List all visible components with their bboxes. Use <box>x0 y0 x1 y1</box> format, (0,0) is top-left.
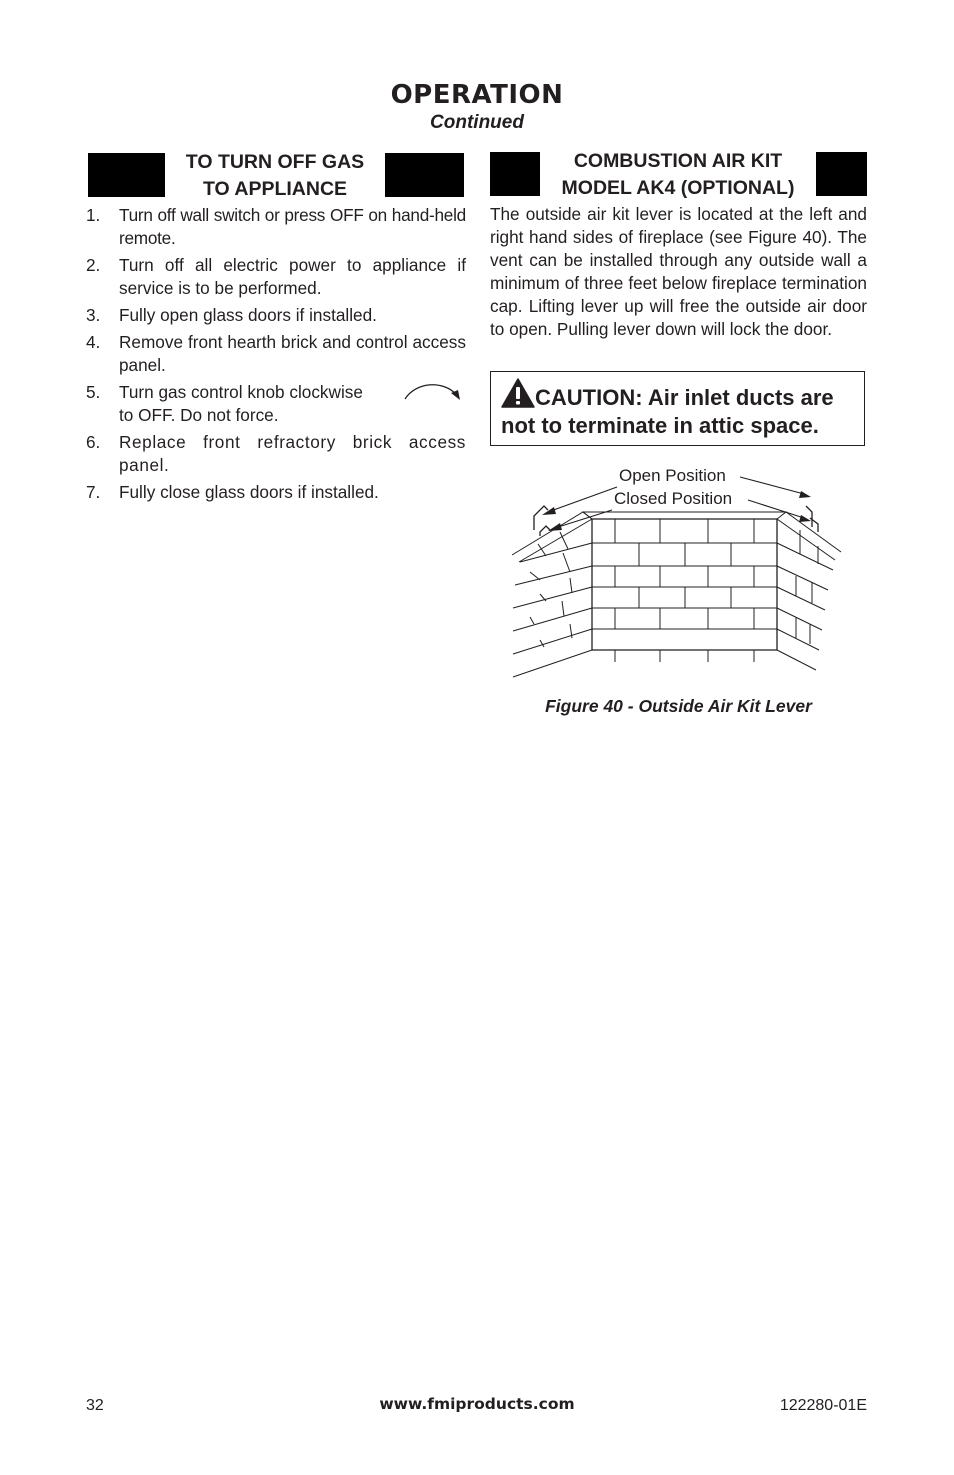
header-bar-right <box>385 153 464 197</box>
step-item <box>86 381 466 427</box>
step-text: Replace front refractory brick access panel. <box>119 432 466 475</box>
air-kit-description: The outside air kit lever is located at the left and right hand sides of fireplace (see Figure 40). The vent can be installed through any outside wall a minimum of three feet below fireplace termination cap. Lifting lever up will free the outside air door to open. Pulling lever down will lock the door. <box>490 204 867 339</box>
step-text: Turn off wall switch or press OFF on hand-held remote. <box>119 205 466 248</box>
step-text-line-2: to OFF. Do not force. <box>119 405 279 425</box>
step-number: 3. <box>86 305 101 325</box>
step-text: Fully open glass doors if installed. <box>119 305 377 325</box>
heading-line-1: TO TURN OFF GAS <box>185 151 365 173</box>
closed-position-label: Closed Position <box>614 489 733 508</box>
step-text: Remove front hearth brick and control access panel. <box>119 332 466 375</box>
page-subtitle: Continued <box>430 112 524 133</box>
page-number: 32 <box>86 1397 104 1414</box>
document-number: 122280-01E <box>779 1397 867 1414</box>
step-item <box>86 304 466 327</box>
combustion-air-kit-header <box>489 150 867 199</box>
turn-off-steps <box>86 204 466 508</box>
step-number: 6. <box>86 432 101 452</box>
heading-line-1: COMBUSTION AIR KIT <box>573 150 783 172</box>
outside-air-kit-figure <box>500 460 850 690</box>
step-item <box>86 204 466 250</box>
step-number: 4. <box>86 332 101 352</box>
step-text: Turn off all electric power to appliance if service is to be performed. <box>119 255 466 298</box>
header-bar-left <box>88 153 165 197</box>
clockwise-arrow-icon <box>402 378 464 404</box>
page-title: OPERATION <box>390 80 564 110</box>
footer-url[interactable]: www.fmiproducts.com <box>379 1395 575 1413</box>
step-number: 7. <box>86 482 101 502</box>
step-number: 1. <box>86 205 101 225</box>
step-number: 2. <box>86 255 101 275</box>
turn-off-gas-header <box>86 151 465 200</box>
step-number: 5. <box>86 382 101 402</box>
combustion-air-kit-heading <box>540 148 816 202</box>
step-item <box>86 481 466 504</box>
heading-line-2: TO APPLIANCE <box>202 178 348 200</box>
step-text: Fully close glass doors if installed. <box>119 482 379 502</box>
turn-off-gas-heading <box>165 149 385 203</box>
open-position-label: Open Position <box>619 466 726 485</box>
figure-caption: Figure 40 - Outside Air Kit Lever <box>545 696 812 716</box>
step-item <box>86 254 466 300</box>
step-item <box>86 331 466 377</box>
heading-line-2: MODEL AK4 (OPTIONAL) <box>561 177 795 199</box>
caution-message <box>501 378 861 440</box>
caution-box <box>490 371 865 446</box>
caution-text: CAUTION: Air inlet ducts are not to terminate in attic space. <box>501 385 834 438</box>
step-item <box>86 431 466 477</box>
step-text-line-1: Turn gas control knob clockwise <box>119 382 363 402</box>
header-bar-left <box>490 152 540 196</box>
warning-triangle-icon <box>501 378 535 408</box>
header-bar-right <box>816 152 867 196</box>
